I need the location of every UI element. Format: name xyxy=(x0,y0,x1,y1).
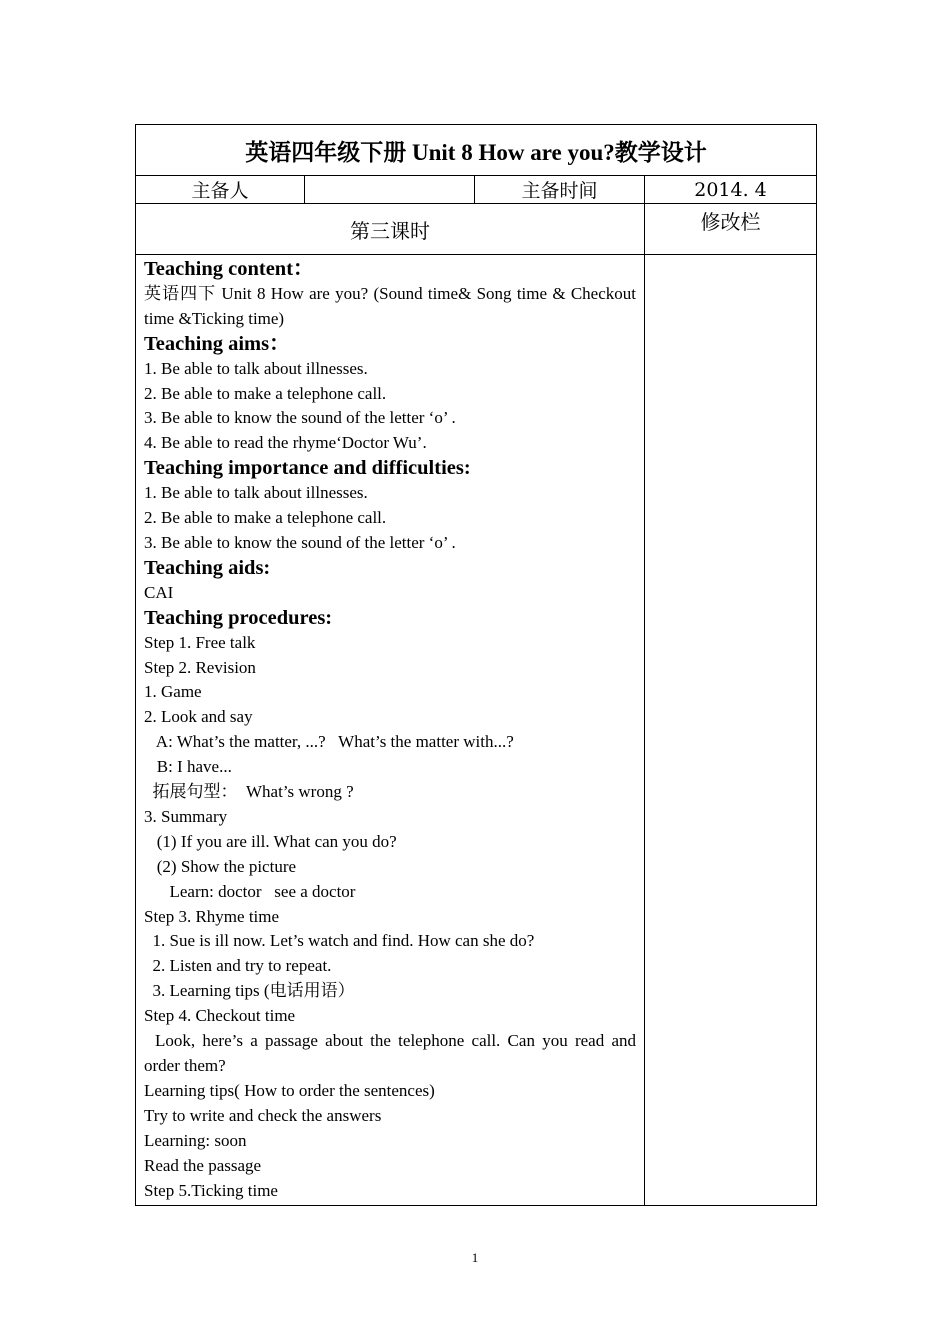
procedure-step: 2. Look and say xyxy=(144,707,253,727)
procedure-step: 拓展句型： What’s wrong ? xyxy=(144,782,354,802)
procedure-step: Try to write and check the answers xyxy=(144,1105,382,1125)
procedure-step: 1. Game xyxy=(144,682,202,702)
aim-item: 3. Be able to know the sound of the letter ‘o’ . xyxy=(144,408,456,428)
aim-item: 4. Be able to read the rhyme‘Doctor Wu’. xyxy=(144,433,427,453)
procedure-step: (2) Show the picture xyxy=(144,856,297,876)
procedure-step: (1) If you are ill. What can you do? xyxy=(144,831,397,851)
procedure-step: 1. Sue is ill now. Let’s watch and find. How can she do? xyxy=(144,931,535,951)
checkout-passage: Look, here’s a passage about the telephone call. Can you read and order them? xyxy=(144,1031,636,1075)
procedure-step: B: I have... xyxy=(144,757,232,777)
edit-column-header: 修改栏 xyxy=(645,204,817,255)
section-heading-aims: Teaching aims： xyxy=(144,332,290,355)
procedure-step: A: What’s the matter, ...? What’s the matter with...? xyxy=(144,732,514,752)
section-heading-content: Teaching content： xyxy=(144,258,314,280)
edit-column-body xyxy=(645,255,817,1206)
aids-text: CAI xyxy=(144,582,174,602)
procedure-step: Learning: soon xyxy=(144,1130,247,1150)
content-text: 英语四下 Unit 8 How are you? (Sound time& Song time & Checkout time &Ticking time) xyxy=(144,283,636,328)
procedure-step: Step 1. Free talk xyxy=(144,632,256,652)
procedure-step: 2. Listen and try to repeat. xyxy=(144,956,332,976)
lesson-plan-table xyxy=(135,124,817,1206)
section-heading-aids: Teaching aids: xyxy=(144,556,271,579)
lesson-body xyxy=(136,255,645,1206)
section-heading-importance: Teaching importance and difficulties: xyxy=(144,457,471,480)
prep-time-label: 主备时间 xyxy=(475,176,645,204)
procedure-step: Step 2. Revision xyxy=(144,657,256,677)
procedure-step: Step 5.Ticking time xyxy=(144,1180,278,1200)
procedure-step: Learning tips( How to order the sentences) xyxy=(144,1080,435,1100)
procedure-step: Read the passage xyxy=(144,1155,262,1175)
procedure-step: Learn: doctor see a doctor xyxy=(144,881,356,901)
procedure-step: Step 3. Rhyme time xyxy=(144,906,280,926)
aim-item: 1. Be able to talk about illnesses. xyxy=(144,358,368,378)
preparer-label: 主备人 xyxy=(136,176,305,204)
procedure-step: 3. Learning tips (电话用语） xyxy=(144,981,355,1001)
document-title: 英语四年级下册 Unit 8 How are you?教学设计 xyxy=(136,125,817,176)
lesson-label: 第三课时 xyxy=(136,204,645,255)
preparer-value xyxy=(305,176,475,204)
prep-time-value: 2014. 4 xyxy=(645,176,817,204)
lesson-plan-sheet xyxy=(135,124,816,1206)
procedure-step: 3. Summary xyxy=(144,806,228,826)
aim-item: 2. Be able to make a telephone call. xyxy=(144,383,387,403)
section-heading-procedures: Teaching procedures: xyxy=(144,606,333,629)
page-number: 1 xyxy=(471,1250,479,1265)
procedure-step: Step 4. Checkout time xyxy=(144,1006,296,1026)
importance-item: 2. Be able to make a telephone call. xyxy=(144,508,387,528)
importance-item: 1. Be able to talk about illnesses. xyxy=(144,483,368,503)
importance-item: 3. Be able to know the sound of the letter ‘o’ . xyxy=(144,532,456,552)
